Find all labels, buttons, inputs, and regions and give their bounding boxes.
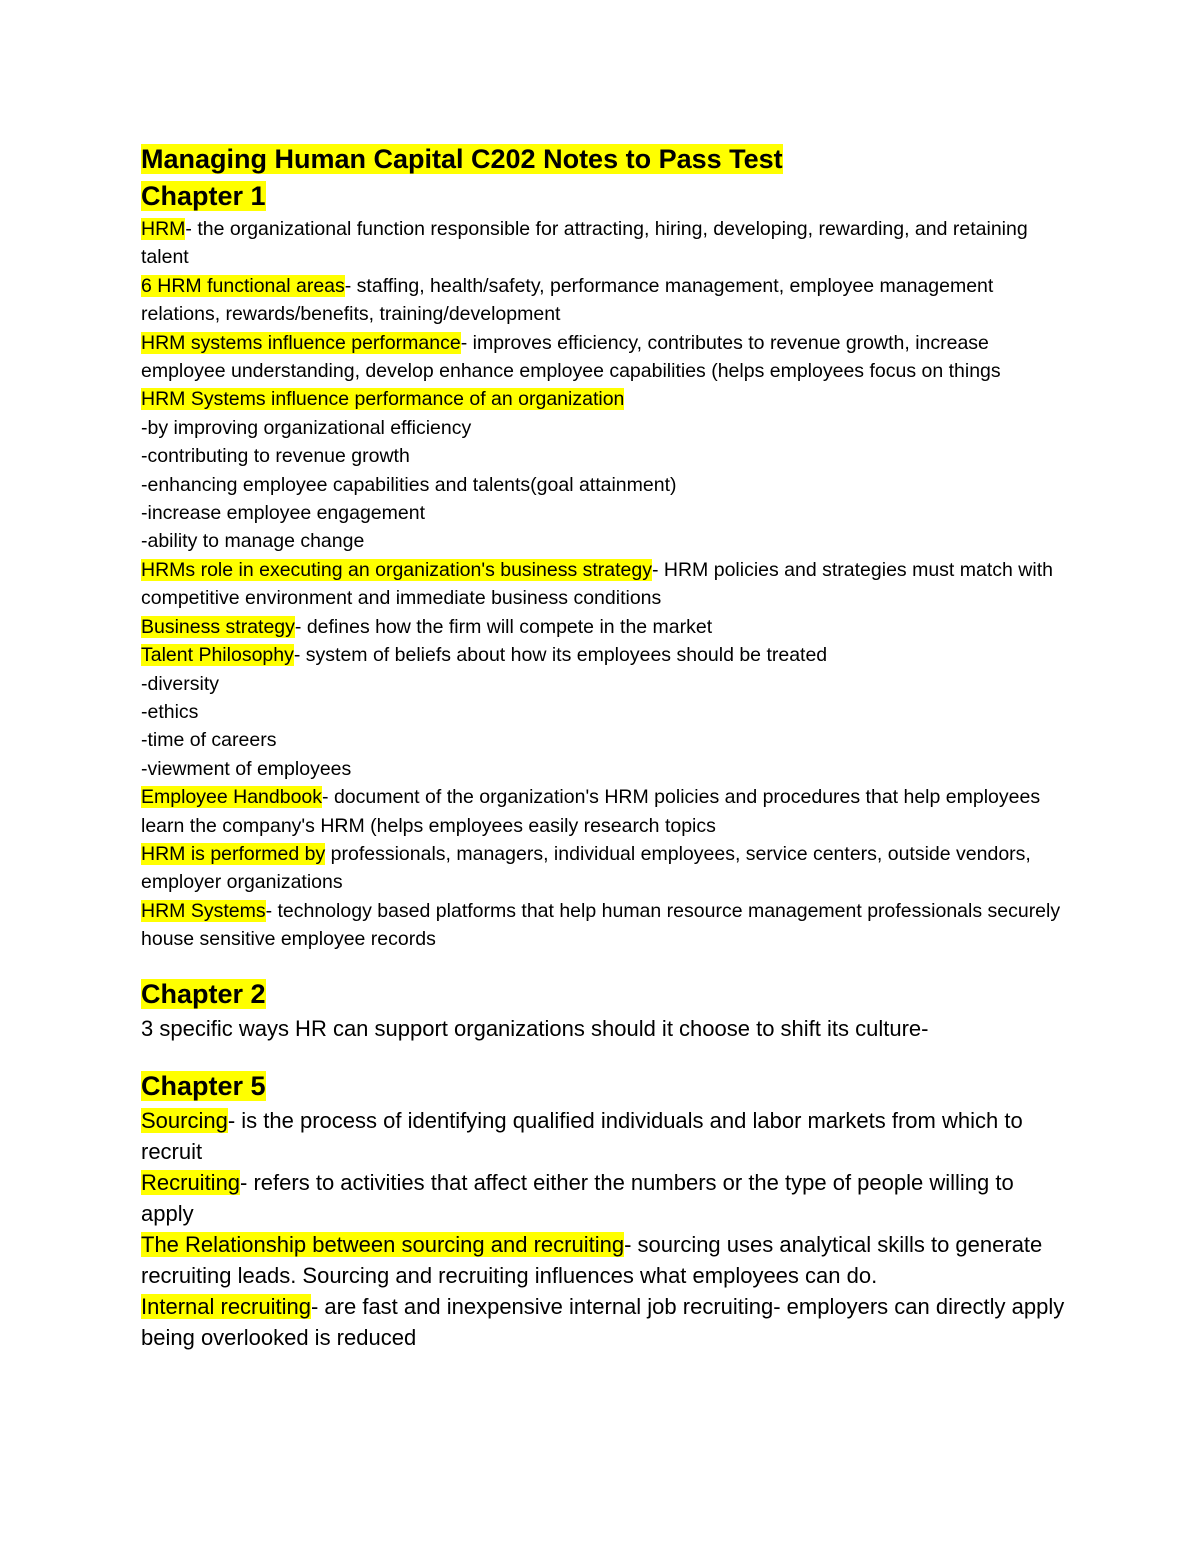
note-term: Employee Handbook xyxy=(141,786,323,809)
note-text: -time of careers xyxy=(141,729,277,752)
note-bullet xyxy=(141,698,1070,726)
chapter-1-body xyxy=(141,215,1070,954)
note-text: -viewment of employees xyxy=(141,757,352,780)
document-title xyxy=(141,141,1070,178)
note-text: - HRM policies and strategies must match with competitive environment and immediate business conditions xyxy=(141,558,1053,610)
note-line xyxy=(141,272,1070,329)
note-bullet xyxy=(141,670,1070,698)
note-line xyxy=(141,385,1070,413)
chapter-2-heading xyxy=(141,976,1070,1013)
note-term: 6 HRM functional areas xyxy=(141,274,345,297)
note-bullet xyxy=(141,755,1070,783)
note-text: - sourcing uses analytical skills to generate recruiting leads. Sourcing and recruiting influences what employees can do. xyxy=(141,1231,1043,1288)
chapter-1-section xyxy=(141,178,1070,954)
note-bullet xyxy=(141,726,1070,754)
note-line xyxy=(141,1291,1070,1353)
note-line xyxy=(141,1105,1070,1167)
chapter-1-heading xyxy=(141,178,1070,215)
chapter-2-heading-text: Chapter 2 xyxy=(141,978,266,1009)
note-text: - are fast and inexpensive internal job recruiting- employers can directly apply being overlooked is reduced xyxy=(141,1293,1065,1350)
note-text: -increase employee engagement xyxy=(141,502,426,525)
note-term: HRM Systems xyxy=(141,899,266,922)
note-bullet xyxy=(141,471,1070,499)
note-text: - staffing, health/safety, performance management, employee management relations, rewards/benefits, training/development xyxy=(141,274,994,326)
chapter-5-body xyxy=(141,1105,1070,1353)
chapter-2-section xyxy=(141,976,1070,1044)
section-spacer xyxy=(141,954,1070,976)
note-text: - defines how the firm will compete in the market xyxy=(294,615,713,638)
note-text: -diversity xyxy=(141,672,220,695)
note-text: professionals, managers, individual employees, service centers, outside vendors, employer organizations xyxy=(141,842,1031,894)
note-text: - improves efficiency, contributes to revenue growth, increase employee understanding, develop enhance employee capabilities (helps employees focus on things xyxy=(141,331,1001,383)
note-text: -by improving organizational efficiency xyxy=(141,416,472,439)
note-term: Talent Philosophy xyxy=(141,644,294,667)
note-text: -ability to manage change xyxy=(141,530,365,553)
note-text: - the organizational function responsible for attracting, hiring, developing, rewarding, and retaining talent xyxy=(141,218,1028,269)
note-term: Internal recruiting xyxy=(141,1293,311,1319)
note-text: - system of beliefs about how its employees should be treated xyxy=(293,644,828,667)
note-text: -contributing to revenue growth xyxy=(141,445,410,468)
note-term: HRM is performed by xyxy=(141,842,326,865)
note-bullet xyxy=(141,414,1070,442)
note-bullet xyxy=(141,442,1070,470)
chapter-5-heading xyxy=(141,1068,1070,1105)
note-line xyxy=(141,613,1070,641)
note-term: Business strategy xyxy=(141,615,295,638)
note-text: -ethics xyxy=(141,700,199,723)
note-term: Sourcing xyxy=(141,1107,228,1133)
note-line xyxy=(141,1167,1070,1229)
note-term: The Relationship between sourcing and recruiting xyxy=(141,1231,625,1257)
note-text: 3 specific ways HR can support organizations should it choose to shift its culture- xyxy=(141,1015,929,1041)
note-bullet xyxy=(141,527,1070,555)
note-line xyxy=(141,897,1070,954)
note-line xyxy=(141,1229,1070,1291)
note-line xyxy=(141,1013,1070,1044)
note-term: Recruiting xyxy=(141,1169,241,1195)
note-line xyxy=(141,329,1070,386)
note-text: - is the process of identifying qualified individuals and labor markets from which to recruit xyxy=(141,1107,1023,1164)
note-line xyxy=(141,783,1070,840)
chapter-2-body xyxy=(141,1013,1070,1044)
note-line xyxy=(141,215,1070,272)
note-bullet xyxy=(141,499,1070,527)
document-title-text: Managing Human Capital C202 Notes to Pass Test xyxy=(141,144,783,174)
note-term: HRM xyxy=(141,218,186,240)
note-text: - refers to activities that affect either the numbers or the type of people willing to apply xyxy=(141,1169,1014,1226)
note-line xyxy=(141,840,1070,897)
note-line xyxy=(141,641,1070,669)
chapter-1-heading-text: Chapter 1 xyxy=(141,181,266,211)
note-text: - technology based platforms that help human resource management professionals securely house sensitive employee records xyxy=(141,899,1061,951)
note-line xyxy=(141,556,1070,613)
note-term: HRMs role in executing an organization's business strategy xyxy=(141,558,652,581)
note-term: HRM Systems influence performance of an organization xyxy=(141,388,625,411)
section-spacer xyxy=(141,1044,1070,1068)
chapter-5-heading-text: Chapter 5 xyxy=(141,1070,266,1101)
note-text: -enhancing employee capabilities and talents(goal attainment) xyxy=(141,473,677,496)
note-text: - document of the organization's HRM policies and procedures that help employees learn the company's HRM (helps employees easily research topics xyxy=(141,786,1041,837)
chapter-5-section xyxy=(141,1068,1070,1353)
note-term: HRM systems influence performance xyxy=(141,331,461,354)
